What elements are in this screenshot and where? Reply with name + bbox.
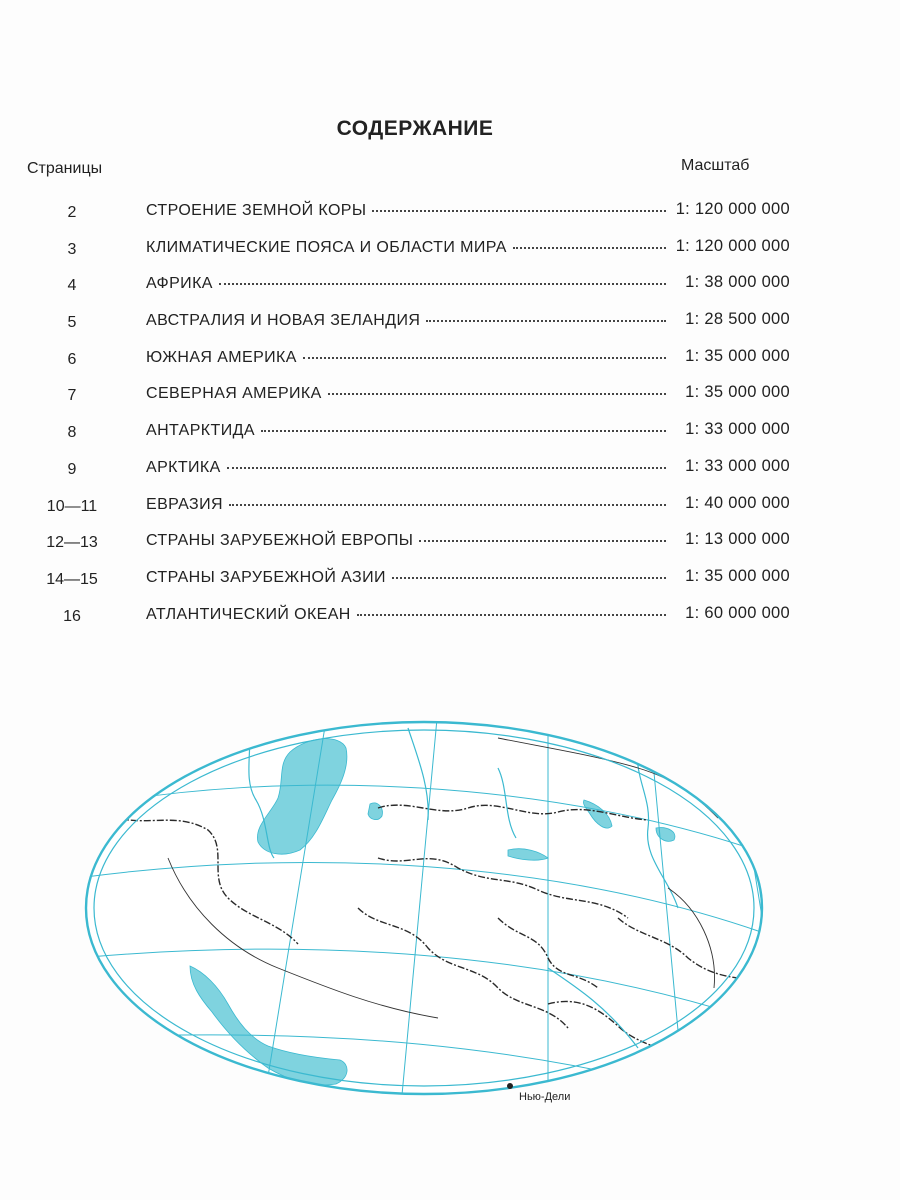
toc-page-number: 4 [67,277,77,295]
toc-page-number: 8 [67,424,77,442]
toc-entry [146,312,666,330]
scale-column-header: Масштаб [681,157,750,174]
dot-leader [426,318,666,322]
toc-entry-title: АНТАРКТИДА [146,422,255,440]
toc-row[interactable] [0,563,900,600]
toc-entry [146,569,666,587]
toc-entry-title: СТРАНЫ ЗАРУБЕЖНОЙ ЕВРОПЫ [146,532,414,550]
toc-entry [146,349,666,367]
dot-leader [303,355,666,359]
toc-page-number: 5 [67,314,77,332]
table-of-contents [0,196,900,636]
toc-page-number: 14—15 [46,570,98,588]
toc-row[interactable] [0,453,900,490]
map-background [78,708,778,1138]
dot-leader [227,465,666,469]
toc-entry [146,385,666,403]
toc-row[interactable] [0,379,900,416]
city-label-new-delhi: Нью-Дели [519,1091,571,1103]
toc-page-number: 6 [67,350,77,368]
dot-leader [392,575,666,579]
toc-page-number: 9 [67,460,77,478]
toc-row[interactable] [0,490,900,527]
toc-row[interactable] [0,196,900,233]
page-title: СОДЕРЖАНИЕ [336,117,494,140]
toc-page-number: 12—13 [46,534,98,552]
toc-page-number: 3 [67,240,77,258]
toc-row[interactable] [0,269,900,306]
toc-scale: 1: 120 000 000 [675,236,790,255]
toc-scale: 1: 60 000 000 [685,603,790,622]
toc-scale: 1: 33 000 000 [685,420,790,439]
toc-entry [146,459,666,477]
toc-row[interactable] [0,416,900,453]
toc-entry-title: ЕВРАЗИЯ [146,495,223,513]
toc-entry-title: КЛИМАТИЧЕСКИЕ ПОЯСА И ОБЛАСТИ МИРА [146,238,507,256]
dot-leader [419,538,666,542]
toc-entry-title: АВСТРАЛИЯ И НОВАЯ ЗЕЛАНДИЯ [146,312,421,330]
pages-column-header: Страницы [27,160,103,177]
toc-scale: 1: 40 000 000 [685,493,790,512]
city-marker [507,1083,513,1089]
toc-row[interactable] [0,233,900,270]
toc-row[interactable] [0,526,900,563]
toc-scale: 1: 28 500 000 [685,310,790,329]
toc-entry [146,239,666,257]
toc-page-number: 10—11 [46,497,98,515]
toc-entry [146,422,666,440]
toc-scale: 1: 35 000 000 [685,346,790,365]
toc-row[interactable] [0,600,900,637]
toc-scale: 1: 35 000 000 [685,566,790,585]
toc-entry-title: СТРАНЫ ЗАРУБЕЖНОЙ АЗИИ [146,568,386,586]
toc-entry-title: АФРИКА [146,275,213,293]
toc-scale: 1: 38 000 000 [685,273,790,292]
toc-entry-title: СЕВЕРНАЯ АМЕРИКА [146,385,322,403]
toc-entry [146,202,666,220]
toc-entry-title: АРКТИКА [146,458,221,476]
toc-entry-title: АТЛАНТИЧЕСКИЙ ОКЕАН [146,605,351,623]
toc-scale: 1: 35 000 000 [685,383,790,402]
toc-page-number: 16 [63,607,81,625]
toc-page-number: 7 [67,387,77,405]
toc-entry [146,532,666,550]
toc-entry-title: ЮЖНАЯ АМЕРИКА [146,348,297,366]
dot-leader [229,502,666,506]
dot-leader [328,391,666,395]
toc-entry-title: СТРОЕНИЕ ЗЕМНОЙ КОРЫ [146,202,367,219]
toc-scale: 1: 13 000 000 [685,530,790,549]
toc-row[interactable] [0,306,900,343]
dot-leader [513,245,666,249]
toc-scale: 1: 33 000 000 [685,456,790,475]
toc-scale: 1: 120 000 000 [675,200,790,218]
toc-page-number: 2 [67,204,77,221]
outline-map [78,708,778,1138]
dot-leader [261,428,666,432]
dot-leader [219,281,666,285]
dot-leader [372,208,666,212]
toc-entry [146,606,666,624]
dot-leader [357,612,666,616]
toc-entry [146,496,666,514]
toc-row[interactable] [0,343,900,380]
toc-entry [146,275,666,293]
